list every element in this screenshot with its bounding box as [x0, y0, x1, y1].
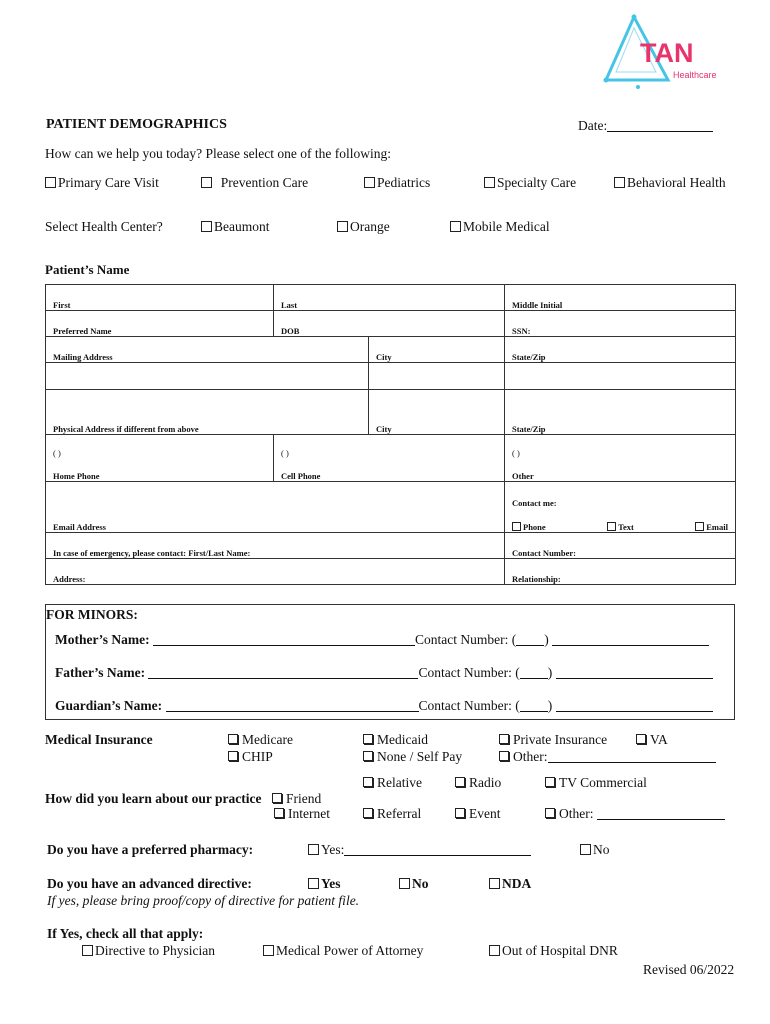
- mother-row[interactable]: Mother’s Name: Contact Number: ( ): [55, 632, 709, 648]
- center-option-beaumont[interactable]: Beaumont: [201, 219, 270, 235]
- patient-info-table: [45, 284, 736, 585]
- service-option-prevention[interactable]: Prevention Care: [201, 175, 308, 191]
- checkbox-icon: [363, 777, 373, 787]
- checkbox-icon: [82, 945, 93, 956]
- dob-field[interactable]: DOB: [274, 311, 505, 337]
- checkbox-icon: [308, 878, 319, 889]
- state-zip-line2[interactable]: [505, 363, 736, 390]
- physical-state-zip-field[interactable]: State/Zip: [505, 390, 736, 435]
- insurance-none[interactable]: None / Self Pay: [363, 749, 462, 765]
- checkbox-icon: [363, 808, 373, 818]
- city-line2[interactable]: [369, 363, 505, 390]
- center-option-orange[interactable]: Orange: [337, 219, 390, 235]
- checkbox-icon: [399, 878, 410, 889]
- home-phone-field[interactable]: ( ) Home Phone: [46, 435, 274, 482]
- checkbox-icon: [308, 844, 319, 855]
- state-zip-field[interactable]: State/Zip: [505, 337, 736, 363]
- checkbox-icon: [201, 177, 212, 188]
- service-option-behavioral[interactable]: Behavioral Health: [614, 175, 726, 191]
- checkbox-icon: [228, 734, 238, 744]
- checkbox-icon: [263, 945, 274, 956]
- checkbox-icon: [499, 734, 509, 744]
- learn-label: How did you learn about our practice: [45, 791, 262, 806]
- apply-label: If Yes, check all that apply:: [47, 926, 204, 941]
- svg-text:Healthcare: Healthcare: [673, 70, 717, 80]
- apply-directive-physician[interactable]: Directive to Physician: [82, 943, 215, 959]
- checkbox-icon: [363, 734, 373, 744]
- directive-nda[interactable]: NDA: [489, 876, 531, 892]
- emergency-number-field[interactable]: Contact Number:: [505, 533, 736, 559]
- contact-phone-option[interactable]: Phone: [512, 522, 546, 532]
- center-option-mobile[interactable]: Mobile Medical: [450, 219, 550, 235]
- checkbox-icon: [484, 177, 495, 188]
- checkbox-icon: [228, 751, 238, 761]
- ssn-field[interactable]: SSN:: [505, 311, 736, 337]
- checkbox-icon: [545, 777, 555, 787]
- patient-name-title: Patient’s Name: [45, 262, 130, 277]
- service-question: How can we help you today? Please select one of the following:: [45, 146, 392, 161]
- learn-internet[interactable]: Internet: [274, 806, 330, 822]
- mailing-address-line2[interactable]: [46, 363, 369, 390]
- checkbox-icon: [489, 878, 500, 889]
- service-option-primary[interactable]: Primary Care Visit: [45, 175, 159, 191]
- tan-healthcare-logo: [598, 14, 730, 90]
- checkbox-icon: [545, 808, 555, 818]
- insurance-private[interactable]: Private Insurance: [499, 732, 607, 748]
- preferred-name-field[interactable]: Preferred Name: [46, 311, 274, 337]
- date-label: Date:: [578, 118, 608, 133]
- emergency-contact-field[interactable]: In case of emergency, please contact: First/Last Name:: [46, 533, 505, 559]
- service-option-specialty[interactable]: Specialty Care: [484, 175, 576, 191]
- learn-radio[interactable]: Radio: [455, 775, 501, 791]
- physical-city-field[interactable]: City: [369, 390, 505, 435]
- checkbox-icon: [455, 777, 465, 787]
- directive-yes[interactable]: Yes: [308, 876, 341, 892]
- svg-text:TAN: TAN: [640, 38, 694, 68]
- checkbox-icon: [45, 177, 56, 188]
- directive-note: If yes, please bring proof/copy of directive for patient file.: [47, 893, 360, 908]
- checkbox-icon: [499, 751, 509, 761]
- pharmacy-label: Do you have a preferred pharmacy:: [47, 842, 254, 857]
- guardian-row[interactable]: Guardian’s Name: Contact Number: ( ): [55, 698, 713, 714]
- last-name-field[interactable]: Last: [274, 285, 505, 311]
- cell-phone-field[interactable]: ( ) Cell Phone: [274, 435, 505, 482]
- learn-other[interactable]: Other:: [545, 806, 725, 822]
- checkbox-icon: [636, 734, 646, 744]
- first-name-field[interactable]: First: [46, 285, 274, 311]
- checkbox-icon: [364, 177, 375, 188]
- city-field[interactable]: City: [369, 337, 505, 363]
- pharmacy-no[interactable]: No: [580, 842, 610, 858]
- checkbox-icon: [489, 945, 500, 956]
- insurance-va[interactable]: VA: [636, 732, 668, 748]
- checkbox-icon: [337, 221, 348, 232]
- checkbox-icon: [607, 522, 616, 531]
- checkbox-icon: [363, 751, 373, 761]
- directive-label: Do you have an advanced directive:: [47, 876, 252, 891]
- checkbox-icon: [455, 808, 465, 818]
- checkbox-icon: [695, 522, 704, 531]
- apply-medical-poa[interactable]: Medical Power of Attorney: [263, 943, 423, 959]
- checkbox-icon: [580, 844, 591, 855]
- contact-preference: Contact me: Phone Text Email: [505, 482, 736, 533]
- insurance-other[interactable]: Other:: [499, 749, 716, 765]
- relationship-field[interactable]: Relationship:: [505, 559, 736, 585]
- date-field[interactable]: [578, 118, 713, 134]
- checkbox-icon: [450, 221, 461, 232]
- email-address-field[interactable]: Email Address: [46, 482, 505, 533]
- service-option-pediatrics[interactable]: Pediatrics: [364, 175, 430, 191]
- health-center-label: Select Health Center?: [45, 219, 163, 234]
- minors-title: FOR MINORS:: [46, 607, 138, 622]
- contact-email-option[interactable]: Email: [695, 522, 728, 532]
- other-phone-field[interactable]: ( ) Other: [505, 435, 736, 482]
- checkbox-icon: [201, 221, 212, 232]
- insurance-medicaid[interactable]: Medicaid: [363, 732, 428, 748]
- checkbox-icon: [512, 522, 521, 531]
- directive-no[interactable]: No: [399, 876, 429, 892]
- checkbox-icon: [614, 177, 625, 188]
- insurance-chip[interactable]: CHIP: [228, 749, 273, 765]
- contact-text-option[interactable]: Text: [607, 522, 634, 532]
- insurance-label: Medical Insurance: [45, 732, 153, 747]
- father-row[interactable]: Father’s Name: Contact Number: ( ): [55, 665, 713, 681]
- insurance-medicare[interactable]: Medicare: [228, 732, 293, 748]
- revision-footer: Revised 06/2022: [643, 962, 735, 977]
- checkbox-icon: [274, 808, 284, 818]
- learn-referral[interactable]: Referral: [363, 806, 421, 822]
- middle-initial-field[interactable]: Middle Initial: [505, 285, 736, 311]
- physical-address-field[interactable]: Physical Address if different from above: [46, 390, 369, 435]
- apply-dnr[interactable]: Out of Hospital DNR: [489, 943, 618, 959]
- learn-relative[interactable]: Relative: [363, 775, 422, 791]
- mailing-address-field[interactable]: Mailing Address: [46, 337, 369, 363]
- page-title: PATIENT DEMOGRAPHICS: [46, 117, 227, 132]
- learn-tv[interactable]: TV Commercial: [545, 775, 647, 791]
- minors-section: [45, 604, 735, 720]
- learn-event[interactable]: Event: [455, 806, 501, 822]
- pharmacy-yes[interactable]: Yes:: [308, 842, 531, 858]
- checkbox-icon: [272, 793, 282, 803]
- learn-friend[interactable]: Friend: [272, 791, 321, 807]
- emergency-address-field[interactable]: Address:: [46, 559, 505, 585]
